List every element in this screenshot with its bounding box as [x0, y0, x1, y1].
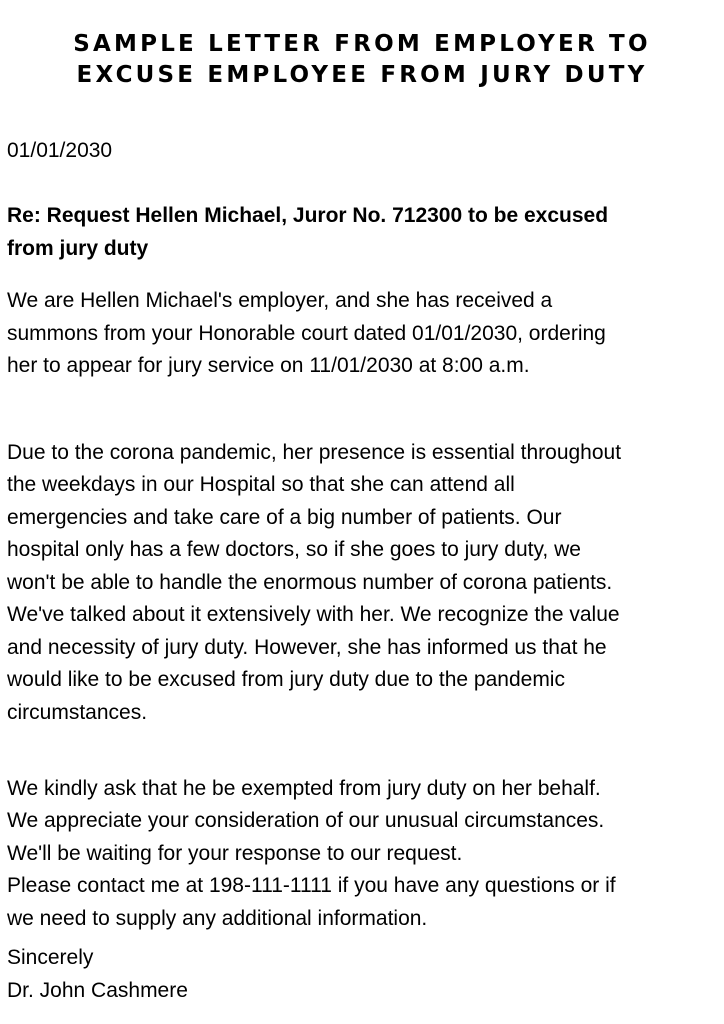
- paragraph-1-line: summons from your Honorable court dated 01/01/2030, ordering: [7, 322, 606, 345]
- signature-name: Dr. John Cashmere: [7, 979, 188, 1002]
- paragraph-1-line: her to appear for jury service on 11/01/2030 at 8:00 a.m.: [7, 354, 530, 377]
- paragraph-3-line: We'll be waiting for your response to our request.: [7, 842, 463, 865]
- paragraph-3-line: We appreciate your consideration of our unusual circumstances.: [7, 809, 605, 832]
- paragraph-2-line: won't be able to handle the enormous number of corona patients.: [7, 571, 613, 594]
- paragraph-2-line: would like to be excused from jury duty due to the pandemic: [7, 668, 565, 691]
- paragraph-3-line: we need to supply any additional information.: [7, 907, 428, 930]
- paragraph-2-line: hospital only has a few doctors, so if she goes to jury duty, we: [7, 538, 581, 561]
- subject-line: Re: Request Hellen Michael, Juror No. 712300 to be excused: [7, 204, 609, 227]
- paragraph-2-line: emergencies and take care of a big number of patients. Our: [7, 506, 562, 529]
- paragraph-2-line: We've talked about it extensively with her. We recognize the value: [7, 603, 620, 626]
- title-line: SAMPLE LETTER FROM EMPLOYER TO: [73, 31, 651, 57]
- paragraph-2-line: and necessity of jury duty. However, she has informed us that he: [7, 636, 607, 659]
- paragraph-3-line: Please contact me at 198-111-1111 if you have any questions or if: [7, 874, 616, 897]
- paragraph-1-line: We are Hellen Michael's employer, and she has received a: [7, 289, 553, 312]
- paragraph-2-line: Due to the corona pandemic, her presence is essential throughout: [7, 441, 622, 464]
- subject-line: from jury duty: [7, 237, 149, 260]
- paragraph-3-line: We kindly ask that he be exempted from jury duty on her behalf.: [7, 777, 601, 800]
- title-line: EXCUSE EMPLOYEE FROM JURY DUTY: [76, 62, 648, 88]
- paragraph-2-line: circumstances.: [7, 701, 148, 724]
- paragraph-2-line: the weekdays in our Hospital so that she can attend all: [7, 473, 515, 496]
- letter-date: 01/01/2030: [7, 139, 113, 162]
- document-title: [0, 29, 724, 91]
- closing: Sincerely: [7, 946, 94, 969]
